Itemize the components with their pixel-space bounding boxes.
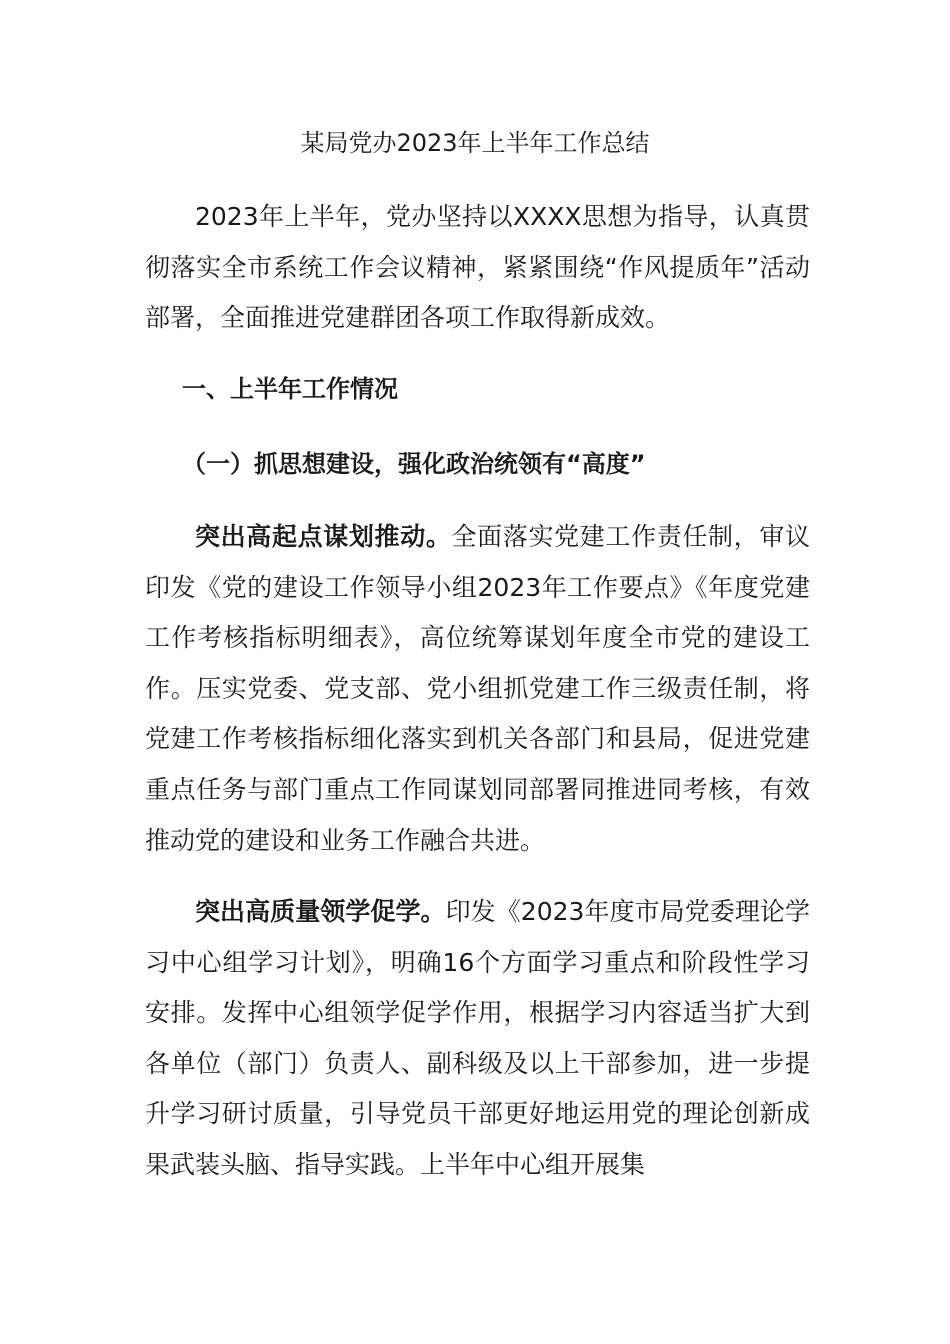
document-title: 某局党办2023年上半年工作总结: [300, 129, 650, 157]
paragraph-body: 全面落实党建工作责任制，审议印发《党的建设工作领导小组2023年工作要点》《年度党建工作考核指标明细表》，高位统筹谋划年度全市党的建设工作。压实党委、党支部、党小组抓党建工作三级责任制，将党建工作考核指标细化落实到机关各部门和县局，促进党建重点任务与部门重点工作同谋划同部署同推进同考核，有效推动党的建设和业务工作融合共进。: [145, 522, 810, 855]
body-paragraph-2: [145, 887, 810, 1191]
intro-paragraph: 2023年上半年，党办坚持以XXXX思想为指导，认真贯彻落实全市系统工作会议精神，紧紧围绕“作风提质年”活动部署，全面推进党建群团各项工作取得新成效。: [145, 202, 810, 333]
subsection-heading: （一）抓思想建设，强化政治统领有“高度”: [182, 450, 646, 478]
body-paragraph-1: [145, 512, 810, 866]
paragraph-body: 印发《2023年度市局党委理论学习中心组学习计划》，明确16个方面学习重点和阶段性学习安排。发挥中心组领学促学作用，根据学习内容适当扩大到各单位（部门）负责人、副科级及以上干部参加，进一步提升学习研讨质量，引导党员干部更好地运用党的理论创新成果武装头脑、指导实践。上半年中心组开展集: [145, 897, 810, 1179]
section-heading: 一、上半年工作情况: [182, 375, 398, 403]
paragraph-lead: 突出高起点谋划推动。: [195, 522, 452, 551]
paragraph-lead: 突出高质量领学促学。: [195, 897, 446, 926]
